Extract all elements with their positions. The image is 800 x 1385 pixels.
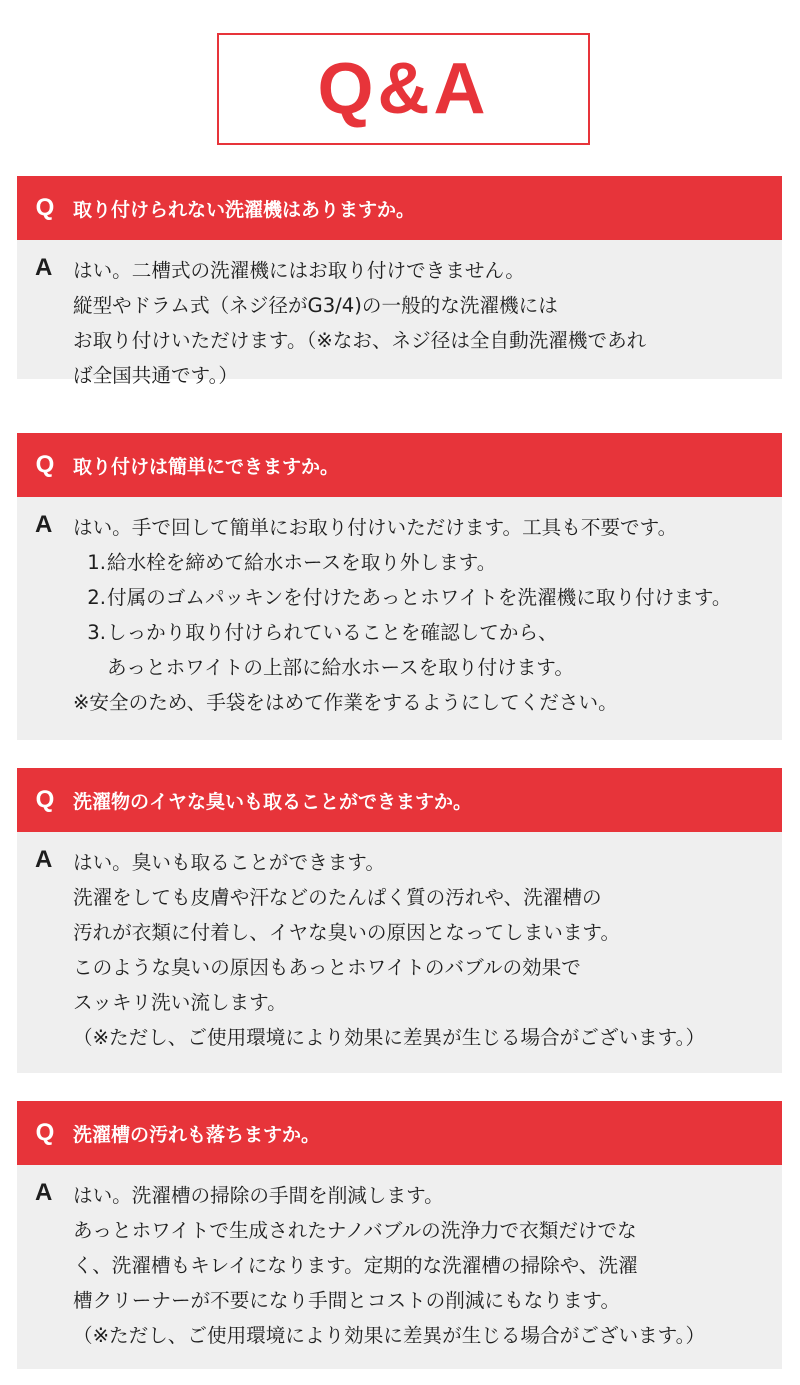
answer-line: 洗濯をしても皮膚や汗などのたんぱく質の汚れや、洗濯槽の [73,886,602,909]
q-mark: Q [35,451,55,478]
step-item-1 [73,545,782,580]
answer-line: お取り付けいただけます。（※なお、ネジ径は全自動洗濯機であれ [73,329,647,352]
answer-line: （※ただし、ご使用環境により効果に差異が生じる場合がございます。） [73,1324,706,1347]
q-mark: Q [35,1119,55,1146]
qa-title-box [217,33,590,145]
a-mark: A [35,846,53,873]
answer-line: スッキリ洗い流します。 [73,991,287,1014]
qa-item-3 [17,768,782,1073]
question-bar [17,768,782,832]
q-mark: Q [35,786,55,813]
question-bar [17,176,782,240]
answer-box [17,497,782,740]
a-mark: A [35,1179,53,1206]
step-text: しっかり取り付けられていることを確認してから、 [107,621,558,644]
answer-line: はい。臭いも取ることができます。 [73,851,385,874]
step-3-continuation: あっとホワイトの上部に給水ホースを取り付けます。 [107,656,574,679]
qa-item-4 [17,1101,782,1369]
answer-box [17,240,782,387]
qa-item-1 [17,176,782,387]
answer-line: はい。洗濯槽の掃除の手間を削減します。 [73,1184,444,1207]
step-number: 3. [87,621,106,644]
answer-line: 汚れが衣類に付着し、イヤな臭いの原因となってしまいます。 [73,921,621,944]
answer-line: はい。二槽式の洗濯機にはお取り付けできません。 [73,259,525,282]
step-number: 2. [87,586,106,609]
answer-line: （※ただし、ご使用環境により効果に差異が生じる場合がございます。） [73,1026,706,1049]
answer-line: く、洗濯槽もキレイになります。定期的な洗濯槽の掃除や、洗濯 [73,1254,638,1277]
answer-line: ば全国共通です。） [73,364,238,387]
step-number: 1. [87,551,106,574]
a-mark: A [35,511,53,538]
q-mark: Q [35,194,55,221]
question-text: 取り付けられない洗濯機はありますか。 [73,198,416,221]
question-bar [17,433,782,497]
step-text: 給水栓を締めて給水ホースを取り外します。 [107,551,497,574]
answer-intro: はい。手で回して簡単にお取り付けいただけます。工具も不要です。 [73,516,678,539]
question-text: 洗濯槽の汚れも落ちますか。 [73,1123,321,1146]
step-item-2 [73,580,782,615]
answer-box [17,1165,782,1369]
answer-box [17,832,782,1073]
question-text: 洗濯物のイヤな臭いも取ることができますか。 [73,790,473,813]
safety-note: ※安全のため、手袋をはめて作業をするようにしてください。 [73,691,618,714]
page-title: Q&A [317,49,490,129]
a-mark: A [35,254,53,281]
answer-line: 槽クリーナーが不要になり手間とコストの削減にもなります。 [73,1289,621,1312]
step-text: 付属のゴムパッキンを付けたあっとホワイトを洗濯機に取り付けます。 [107,586,732,609]
qa-item-2 [17,433,782,740]
question-bar [17,1101,782,1165]
question-text: 取り付けは簡単にできますか。 [73,455,340,478]
answer-line: 縦型やドラム式（ネジ径がG3/4)の一般的な洗濯機には [73,294,558,317]
step-item-3 [73,615,782,650]
answer-line: このような臭いの原因もあっとホワイトのバブルの効果で [73,956,581,979]
answer-line: あっとホワイトで生成されたナノバブルの洗浄力で衣類だけでな [73,1219,637,1242]
